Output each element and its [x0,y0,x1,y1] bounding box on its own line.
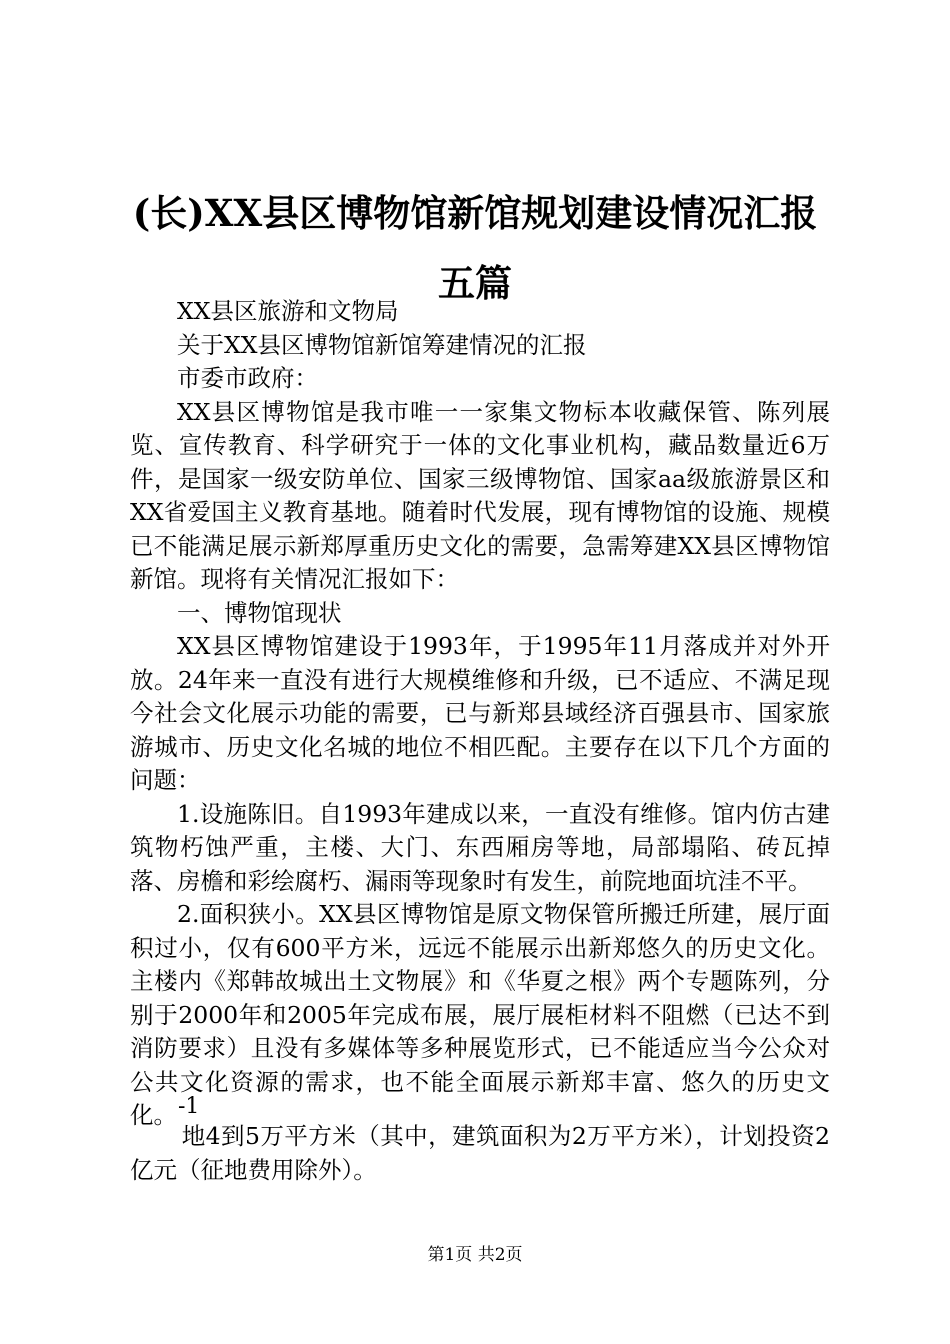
tail-paragraph: 地4到5万平方米（其中，建筑面积为2万平方米），计划投资2亿元（征地费用除外）。 [130,1122,830,1184]
section-heading: 一、博物馆现状 [177,598,342,627]
sender-line: XX县区旅游和文物局 [177,297,399,325]
issue-2-paragraph: 2.面积狭小。XX县区博物馆是原文物保管所搬迁所建，展厅面积过小，仅有600平方米，远远不能展示出新郑悠久的历史文化。主楼内《郑韩故城出土文物展》和《华夏之根》两个专题陈列，分别于2000年和2005年完成布展，展厅展柜材料不阻燃（已达不到消防要求）且没有多媒体等多种展览形式，已不能适应当今公众对公共文化资源的需求，也不能全面展示新郑丰富、悠久的历史文化。 [130,900,830,1129]
recipient-line: 市委市政府： [177,364,318,392]
document-body [130,295,830,1133]
issue-1-paragraph: 1.设施陈旧。自1993年建成以来，一直没有维修。馆内仿古建筑物朽蚀严重，主楼、大门、东西厢房等地，局部塌陷、砖瓦掉落、房檐和彩绘腐朽、漏雨等现象时有发生，前院地面坑洼不平。 [130,799,830,895]
page-footer: 第1页 共2页 [427,1245,523,1265]
page-marker: -1 [178,1094,200,1119]
intro-paragraph: XX县区博物馆是我市唯一一家集文物标本收藏保管、陈列展览、宣传教育、科学研究于一体的文化事业机构，藏品数量近6万件，是国家一级安防单位、国家三级博物馆、国家aa级旅游景区和XX省爱国主义教育基地。随着时代发展，现有博物馆的设施、规模已不能满足展示新郑厚重历史文化的需要，急需筹建XX县区博物馆新馆。现将有关情况汇报如下： [130,397,830,593]
report-subject: 关于XX县区博物馆新馆筹建情况的汇报 [177,330,587,359]
status-paragraph: XX县区博物馆建设于1993年，于1995年11月落成并对外开放。24年来一直没有进行大规模维修和升级，已不适应、不满足现今社会文化展示功能的需要，已与新郑县域经济百强县市、国家旅游城市、历史文化名城的地位不相匹配。主要存在以下几个方面的问题： [130,632,830,794]
continuation-text [130,1120,830,1187]
document-title: (长)XX县区博物馆新馆规划建设情况汇报五篇 [132,191,818,305]
